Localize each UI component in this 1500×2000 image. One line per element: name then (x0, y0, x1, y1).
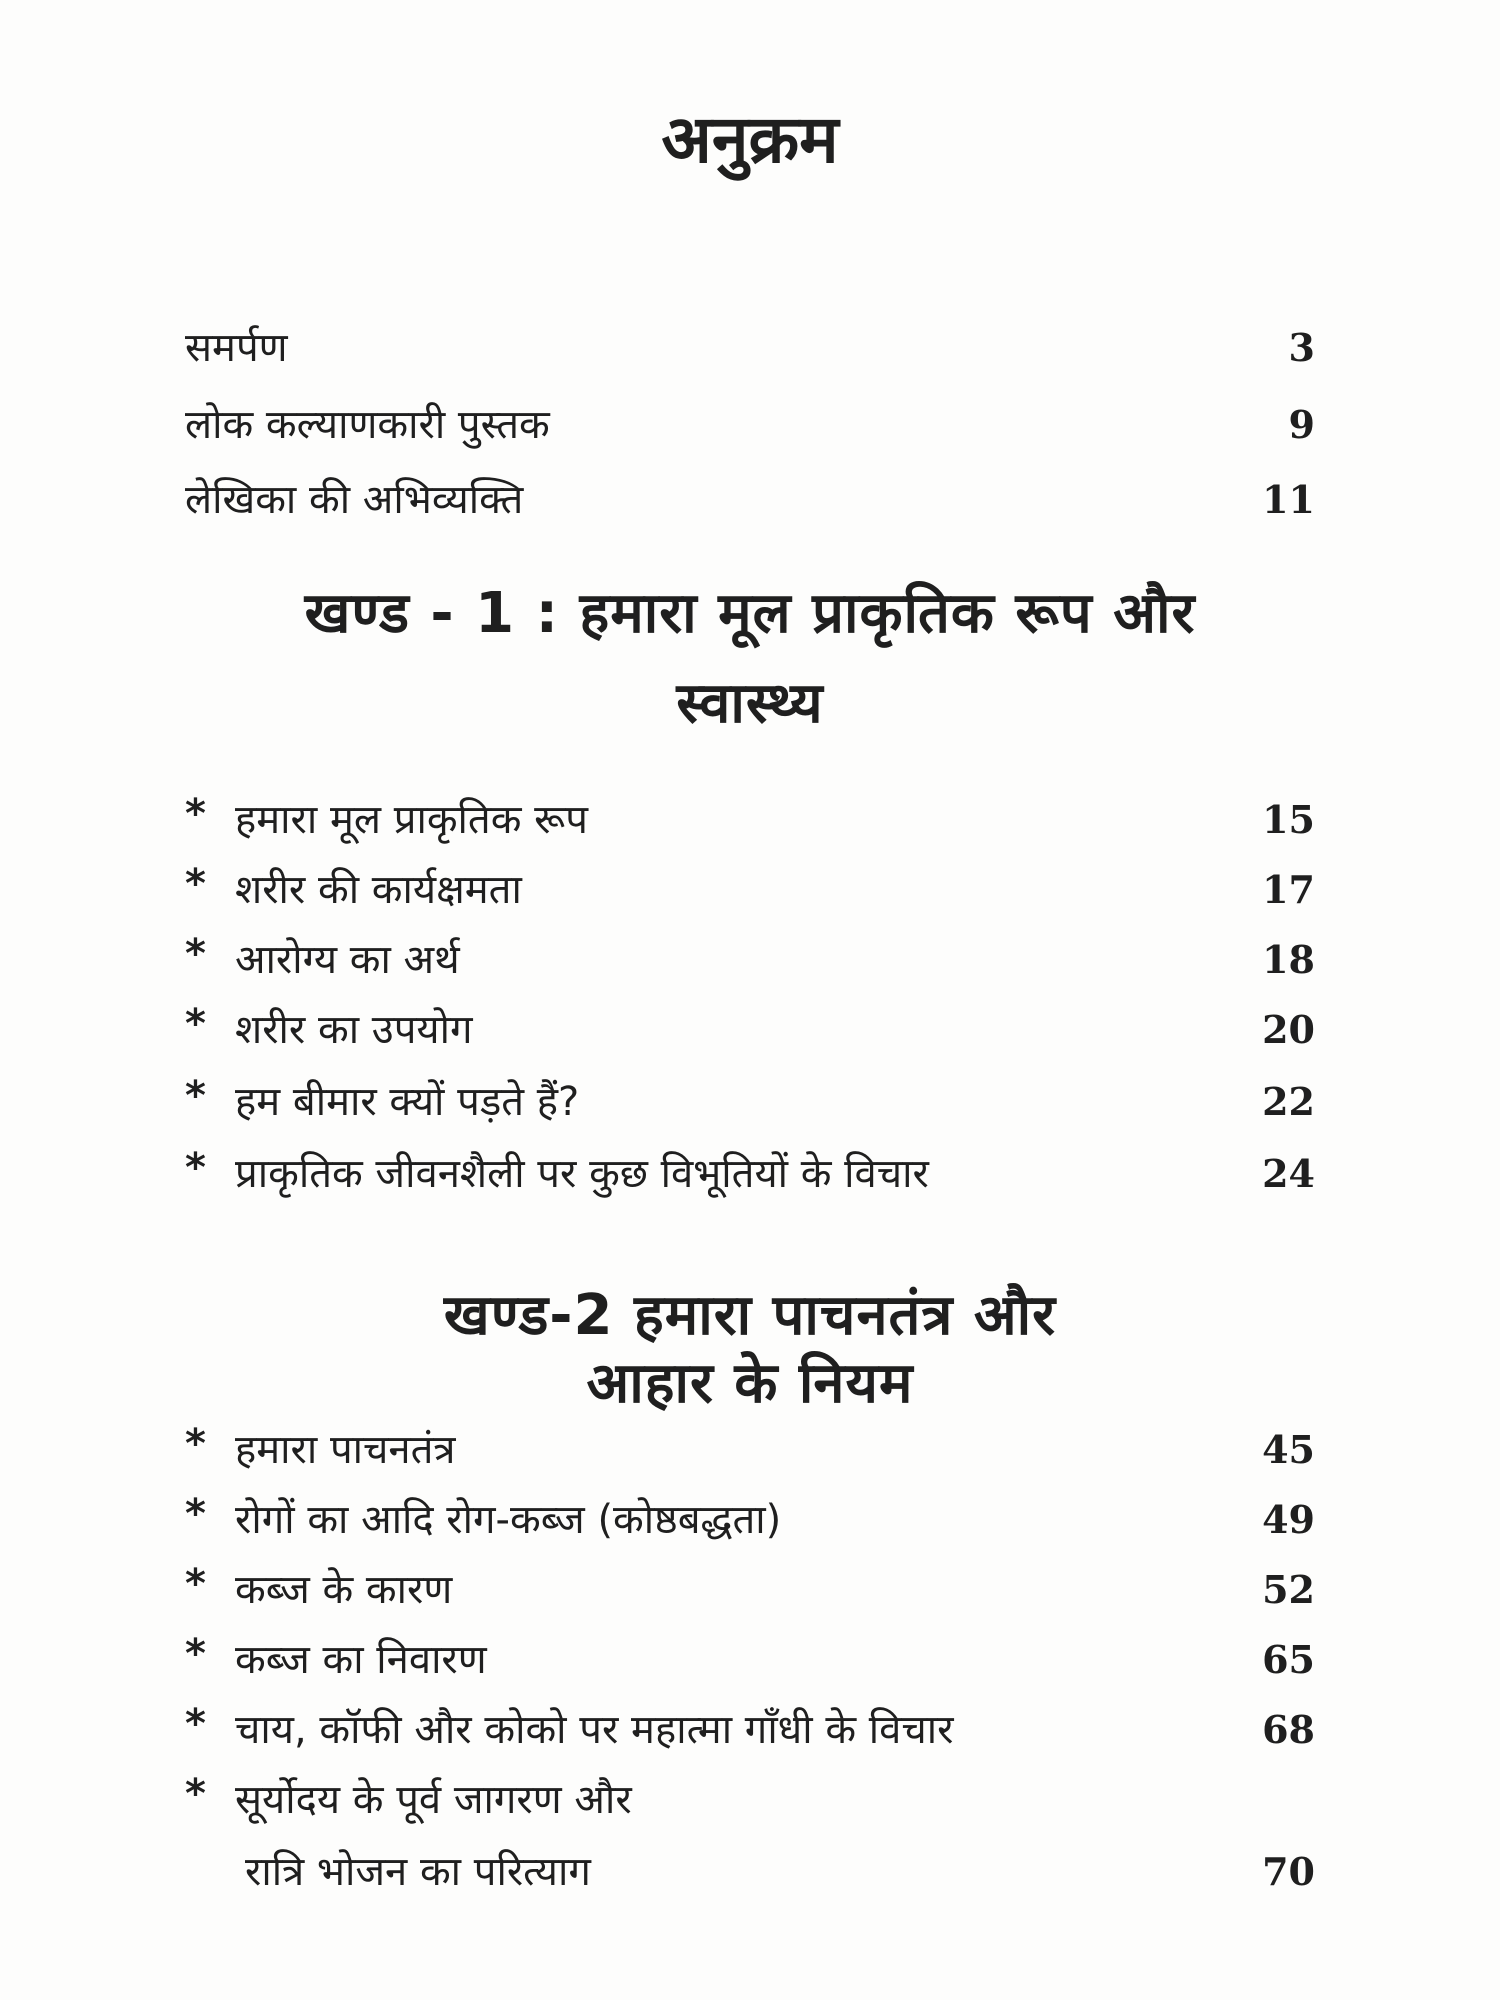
bullet-asterisk: * (185, 861, 206, 907)
toc-entry-label: रात्रि भोजन का परित्याग (245, 1849, 591, 1895)
toc-entry-page: 20 (1262, 1007, 1315, 1052)
bullet-asterisk: * (185, 1145, 206, 1191)
toc-entry-label: कब्ज का निवारण (235, 1637, 487, 1683)
bullet-asterisk: * (185, 1491, 206, 1537)
bullet-asterisk: * (185, 1631, 206, 1677)
bullet-asterisk: * (185, 1421, 206, 1467)
toc-entry-label: हमारा पाचनतंत्र (235, 1427, 456, 1473)
toc-entry (185, 470, 1315, 530)
bullet-asterisk: * (185, 791, 206, 837)
toc-entry-label: हमारा मूल प्राकृतिक रूप (235, 797, 588, 843)
toc-entry-continuation (185, 1842, 1315, 1902)
toc-entry (185, 1770, 1315, 1830)
toc-entry (185, 1420, 1315, 1480)
section-2-heading-line1: खण्ड-2 हमारा पाचनतंत्र और (443, 1283, 1057, 1348)
toc-entry (185, 1560, 1315, 1620)
toc-entry-label: लेखिका की अभिव्यक्ति (185, 477, 524, 523)
toc-entry-label: प्राकृतिक जीवनशैली पर कुछ विभूतियों के विचार (235, 1151, 929, 1197)
toc-entry-page: 18 (1262, 937, 1315, 982)
toc-entry-label: शरीर का उपयोग (235, 1007, 473, 1053)
toc-entry-page: 24 (1262, 1151, 1315, 1196)
toc-entry-label: रोगों का आदि रोग-कब्ज (कोष्ठबद्धता) (235, 1497, 782, 1543)
toc-entry (185, 1700, 1315, 1760)
toc-entry (185, 395, 1315, 455)
toc-entry-label: चाय, कॉफी और कोको पर महात्मा गाँधी के विचार (235, 1707, 954, 1753)
toc-entry-page: 45 (1262, 1427, 1315, 1472)
toc-entry (185, 318, 1315, 378)
toc-entry-label: लोक कल्याणकारी पुस्तक (185, 402, 550, 448)
toc-entry-label: शरीर की कार्यक्षमता (235, 867, 522, 913)
toc-entry (185, 1000, 1315, 1060)
toc-entry (185, 1490, 1315, 1550)
section-1-heading-line1: खण्ड - 1 : हमारा मूल प्राकृतिक रूप और (304, 581, 1196, 646)
bullet-asterisk: * (185, 1073, 206, 1119)
bullet-asterisk: * (185, 1771, 206, 1817)
toc-entry-label: समर्पण (185, 325, 288, 371)
toc-entry-label: हम बीमार क्यों पड़ते हैं? (235, 1079, 580, 1125)
toc-entry-page: 49 (1262, 1497, 1315, 1542)
bullet-asterisk: * (185, 1001, 206, 1047)
toc-entry-page: 52 (1262, 1567, 1315, 1612)
bullet-asterisk: * (185, 1701, 206, 1747)
toc-entry-page: 11 (1262, 477, 1315, 522)
toc-entry (185, 930, 1315, 990)
toc-entry-page: 68 (1262, 1707, 1315, 1752)
toc-entry-page: 17 (1262, 867, 1315, 912)
toc-entry-page: 15 (1262, 797, 1315, 842)
toc-entry (185, 860, 1315, 920)
toc-entry-page: 65 (1262, 1637, 1315, 1682)
toc-entry-page: 3 (1288, 325, 1315, 370)
toc-entry (185, 1072, 1315, 1132)
toc-entry-page: 9 (1288, 402, 1315, 447)
page-title: अनुक्रम (661, 101, 839, 178)
toc-entry-label: आरोग्य का अर्थ (235, 937, 460, 983)
toc-entry-page: 70 (1262, 1849, 1315, 1894)
section-2-heading-line2: आहार के नियम (586, 1351, 914, 1416)
toc-entry (185, 1630, 1315, 1690)
toc-entry-label: सूर्योदय के पूर्व जागरण और (235, 1777, 632, 1823)
toc-entry-page: 22 (1262, 1079, 1315, 1124)
bullet-asterisk: * (185, 931, 206, 977)
section-1-heading-line2: स्वास्थ्य (676, 671, 824, 736)
toc-entry (185, 1144, 1315, 1204)
toc-entry (185, 790, 1315, 850)
toc-entry-label: कब्ज के कारण (235, 1567, 453, 1613)
bullet-asterisk: * (185, 1561, 206, 1607)
